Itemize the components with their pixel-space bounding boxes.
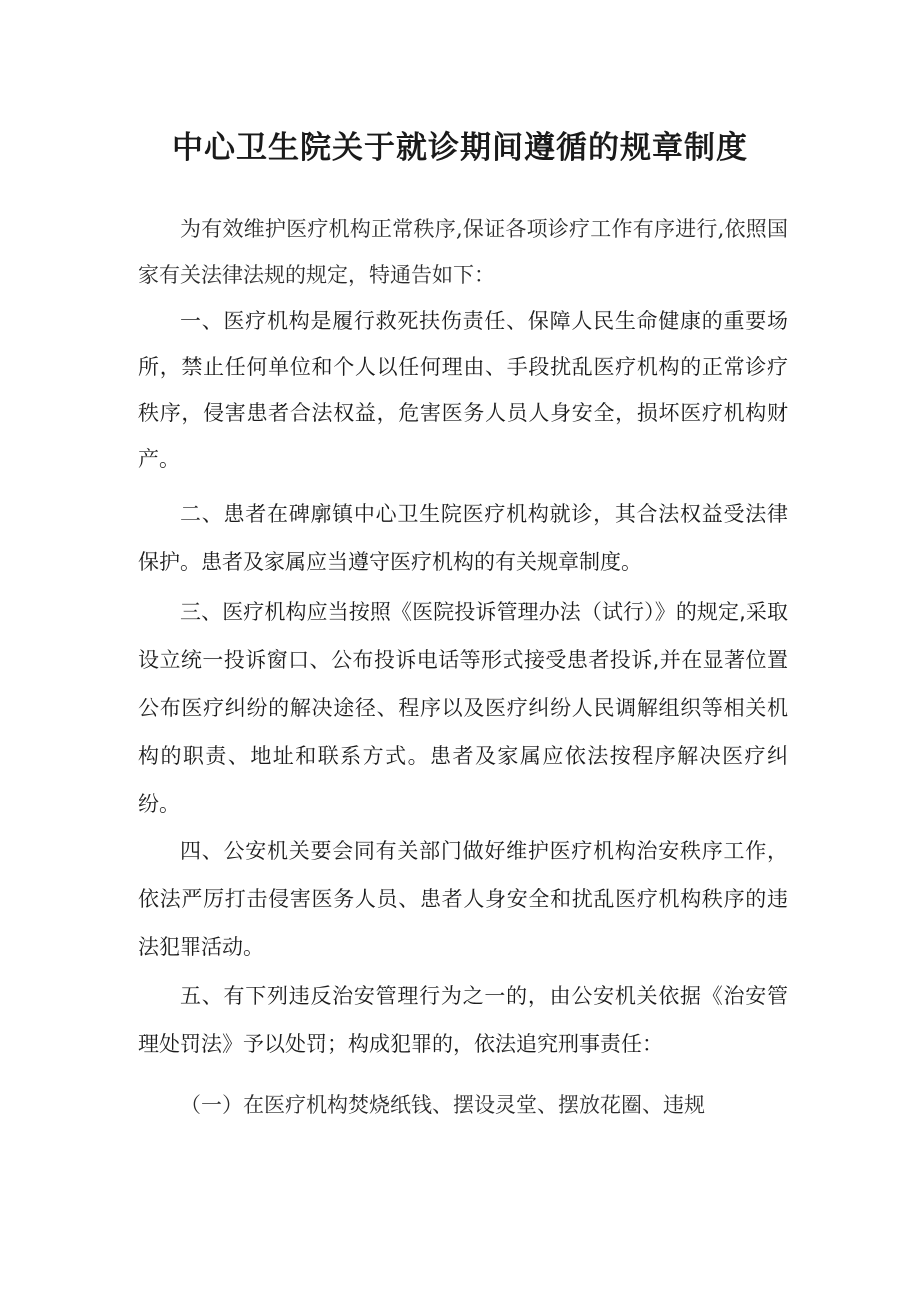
- article-1-paragraph: 一、医疗机构是履行救死扶伤责任、保障人民生命健康的重要场所，禁止任何单位和个人以任何理由、手段扰乱医疗机构的正常诊疗秩序，侵害患者合法权益，危害医务人员人身安全，损坏医疗机构财产。: [138, 309, 788, 471]
- article-2-paragraph: 二、患者在碑廓镇中心卫生院医疗机构就诊，其合法权益受法律保护。患者及家属应当遵守医疗机构的有关规章制度。: [138, 502, 788, 574]
- article-3-paragraph: 三、医疗机构应当按照《医院投诉管理办法（试行）》的规定,采取设立统一投诉窗口、公布投诉电话等形式接受患者投诉,并在显著位置公布医疗纠纷的解决途径、程序以及医疗纠纷人民调解组织等相关机构的职责、地址和联系方式。患者及家属应依法按程序解决医疗纠纷。: [138, 600, 788, 816]
- document-title: 中心卫生院关于就诊期间遵循的规章制度: [172, 130, 748, 166]
- article-5-item-1-paragraph: （一）在医疗机构焚烧纸钱、摆设灵堂、摆放花圈、违规: [180, 1093, 705, 1117]
- article-4-paragraph: 四、公安机关要会同有关部门做好维护医疗机构治安秩序工作，依法严厉打击侵害医务人员、患者人身安全和扰乱医疗机构秩序的违法犯罪活动。: [138, 839, 788, 959]
- intro-paragraph: 为有效维护医疗机构正常秩序,保证各项诊疗工作有序进行,依照国家有关法律法规的规定，特通告如下：: [138, 217, 788, 287]
- article-5-paragraph: 五、有下列违反治安管理行为之一的，由公安机关依据《治安管理处罚法》予以处罚；构成犯罪的，依法追究刑事责任：: [138, 984, 788, 1056]
